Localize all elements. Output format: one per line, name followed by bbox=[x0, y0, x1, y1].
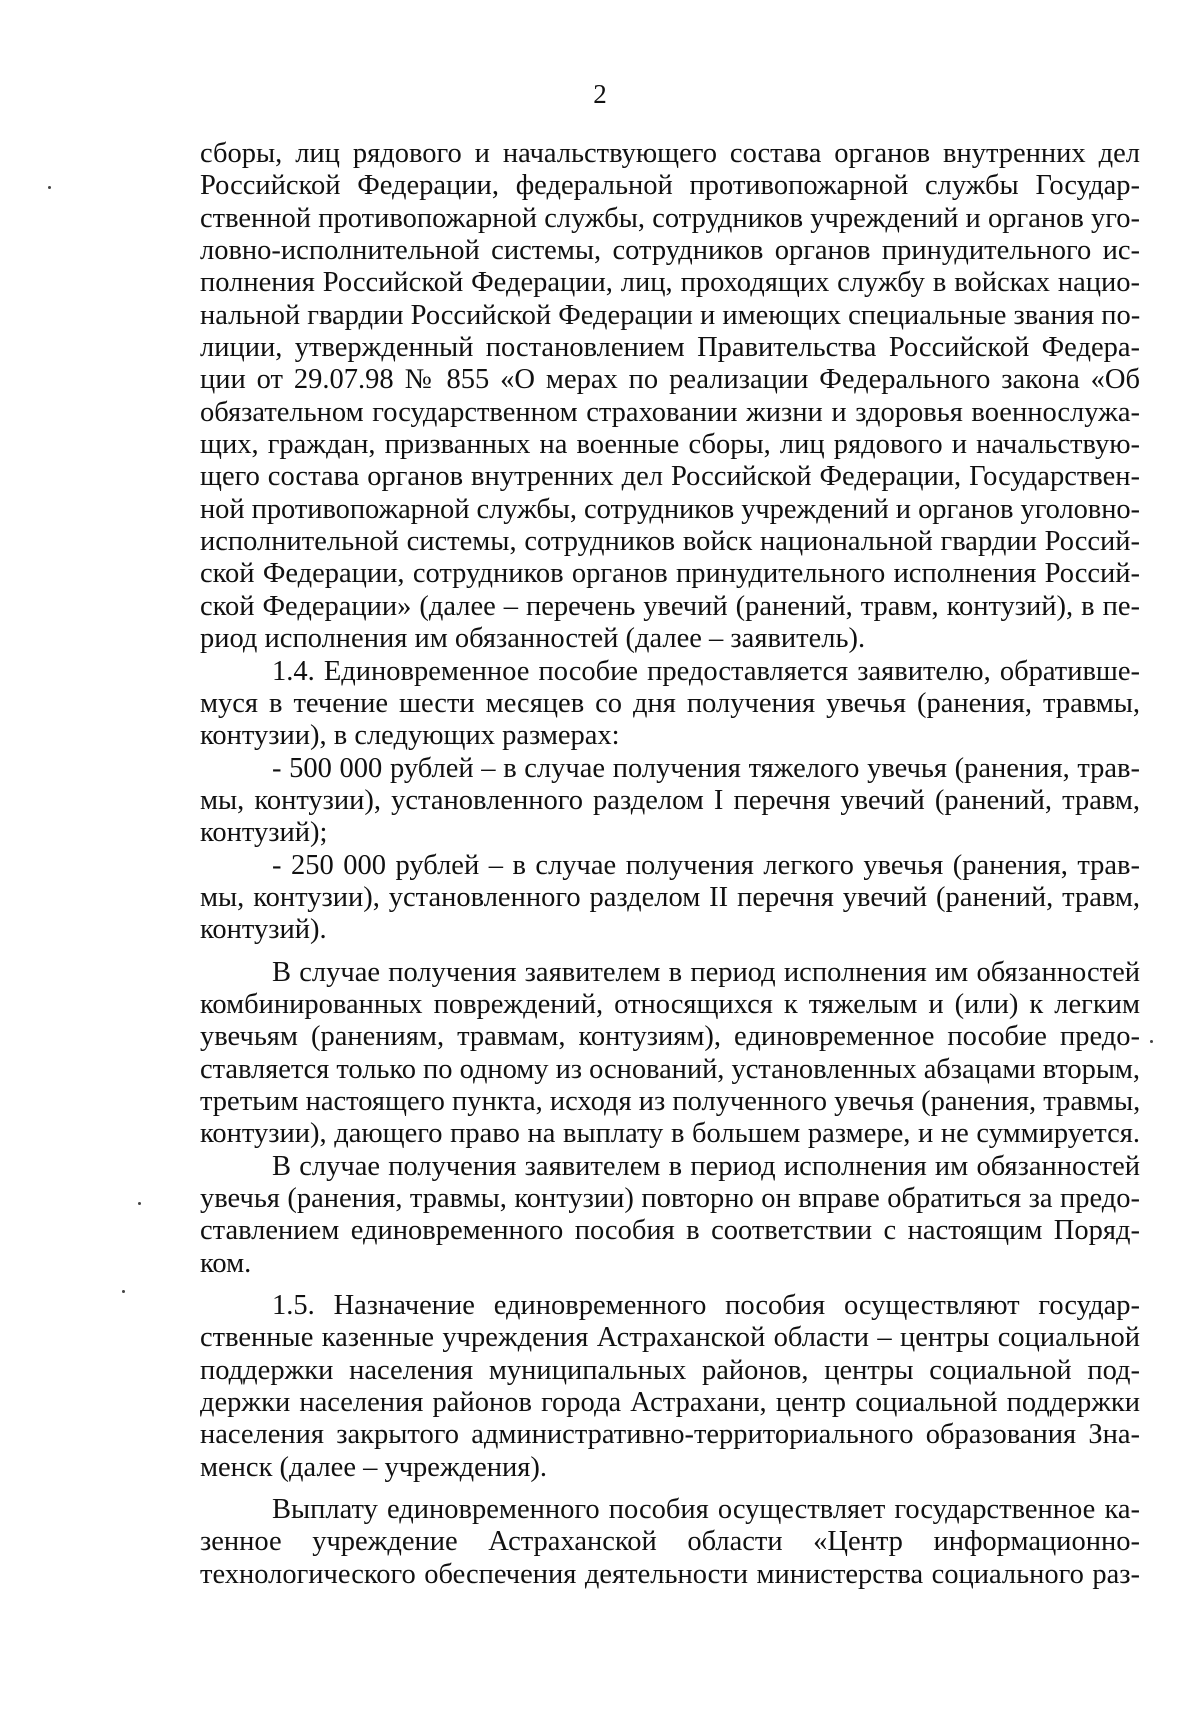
text-line: комбинированных повреждений, относящихся к тяжелым и (или) к легким bbox=[200, 988, 1140, 1020]
text-line: менск (далее – учреждения). bbox=[200, 1451, 548, 1483]
paragraph-payment bbox=[200, 1494, 1140, 1591]
paragraph-1-4 bbox=[200, 656, 1140, 753]
text-line: В случае получения заявителем в период исполнения им обязанностей bbox=[272, 1150, 1140, 1182]
paragraph-250000 bbox=[200, 850, 1140, 947]
scan-speck bbox=[138, 1202, 141, 1205]
text-line: поддержки населения муниципальных районов, центры социальной под- bbox=[200, 1354, 1140, 1386]
text-line: - 250 000 рублей – в случае получения легкого увечья (ранения, трав- bbox=[272, 849, 1140, 881]
text-line: 1.5. Назначение единовременного пособия осуществляют государ- bbox=[272, 1290, 1140, 1322]
text-line: ской Федерации, сотрудников органов принудительного исполнения Россий- bbox=[200, 558, 1140, 590]
text-line: ции от 29.07.98 № 855 «О мерах по реализации Федерального закона «Об bbox=[200, 364, 1140, 396]
text-line: контузий). bbox=[200, 914, 327, 946]
text-line: контузии), в следующих размерах: bbox=[200, 720, 620, 752]
text-line: ской Федерации» (далее – перечень увечий (ранений, травм, контузий), в пе- bbox=[200, 590, 1140, 622]
text-line: Российской Федерации, федеральной противопожарной службы Государ- bbox=[200, 170, 1140, 202]
text-line: мы, контузии), установленного разделом II перечня увечий (ранений, травм, bbox=[200, 881, 1140, 913]
text-line: сборы, лиц рядового и начальствующего состава органов внутренних дел bbox=[200, 138, 1140, 169]
text-line: технологического обеспечения деятельности министерства социального раз- bbox=[200, 1558, 1140, 1590]
text-line: ственные казенные учреждения Астраханской области – центры социальной bbox=[200, 1322, 1140, 1354]
page-number: 2 bbox=[593, 79, 607, 109]
text-line: риод исполнения им обязанностей (далее – заявитель). bbox=[200, 623, 866, 655]
text-line: зенное учреждение Астраханской области «Центр информационно- bbox=[200, 1526, 1140, 1558]
text-line: третьим настоящего пункта, исходя из полученного увечья (ранения, травмы, bbox=[200, 1085, 1141, 1117]
text-line: обязательном государственном страховании жизни и здоровья военнослужа- bbox=[200, 396, 1140, 428]
text-line: ком. bbox=[200, 1247, 252, 1279]
text-line: лиции, утвержденный постановлением Правительства Российской Федера- bbox=[200, 332, 1140, 364]
text-line: В случае получения заявителем в период исполнения им обязанностей bbox=[272, 956, 1140, 988]
text-line: ной противопожарной службы, сотрудников учреждений и органов уголовно- bbox=[200, 493, 1140, 525]
text-line: 1.4. Единовременное пособие предоставляется заявителю, обративше- bbox=[272, 655, 1140, 687]
text-line: щих, граждан, призванных на военные сборы, лиц рядового и начальствую- bbox=[200, 429, 1140, 461]
text-line: держки населения районов города Астрахани, центр социальной поддержки bbox=[200, 1387, 1140, 1419]
paragraph-repeat-injury bbox=[200, 1151, 1140, 1280]
text-line: - 500 000 рублей – в случае получения тяжелого увечья (ранения, трав- bbox=[272, 752, 1140, 784]
text-line: ставляется только по одному из оснований, установленных абзацами вторым, bbox=[200, 1053, 1140, 1085]
text-line: контузии), дающего право на выплату в большем размере, и не суммируется. bbox=[200, 1118, 1140, 1150]
paragraph-500000 bbox=[200, 753, 1140, 850]
paragraph-continuation bbox=[200, 138, 1140, 656]
text-line: щего состава органов внутренних дел Российской Федерации, Государствен- bbox=[200, 461, 1140, 493]
text-line: увечьям (ранениям, травмам, контузиям), единовременное пособие предо- bbox=[200, 1021, 1140, 1053]
scan-speck bbox=[48, 186, 51, 189]
scan-speck bbox=[122, 1290, 125, 1293]
text-line: контузий); bbox=[200, 817, 328, 849]
document-body bbox=[200, 138, 1140, 1591]
paragraph-combined-injuries bbox=[200, 957, 1140, 1151]
text-line: мы, контузии), установленного разделом I перечня увечий (ранений, травм, bbox=[200, 784, 1140, 816]
scan-speck bbox=[1150, 1040, 1153, 1043]
text-line: ставлением единовременного пособия в соответствии с настоящим Поряд- bbox=[200, 1215, 1140, 1247]
text-line: ловно-исполнительной системы, сотрудников органов принудительного ис- bbox=[200, 235, 1140, 267]
text-line: ственной противопожарной службы, сотрудников учреждений и органов уго- bbox=[200, 202, 1140, 234]
text-line: Выплату единовременного пособия осуществляет государственное ка- bbox=[272, 1494, 1140, 1526]
text-line: муся в течение шести месяцев со дня получения увечья (ранения, травмы, bbox=[200, 687, 1140, 719]
text-line: полнения Российской Федерации, лиц, проходящих службу в войсках нацио- bbox=[200, 267, 1140, 299]
paragraph-1-5 bbox=[200, 1290, 1140, 1484]
text-line: населения закрытого административно-территориального образования Зна- bbox=[200, 1419, 1140, 1451]
text-line: нальной гвардии Российской Федерации и имеющих специальные звания по- bbox=[200, 299, 1141, 331]
text-line: увечья (ранения, травмы, контузии) повторно он вправе обратиться за предо- bbox=[200, 1183, 1140, 1214]
text-line: исполнительной системы, сотрудников войск национальной гвардии Россий- bbox=[200, 526, 1140, 558]
